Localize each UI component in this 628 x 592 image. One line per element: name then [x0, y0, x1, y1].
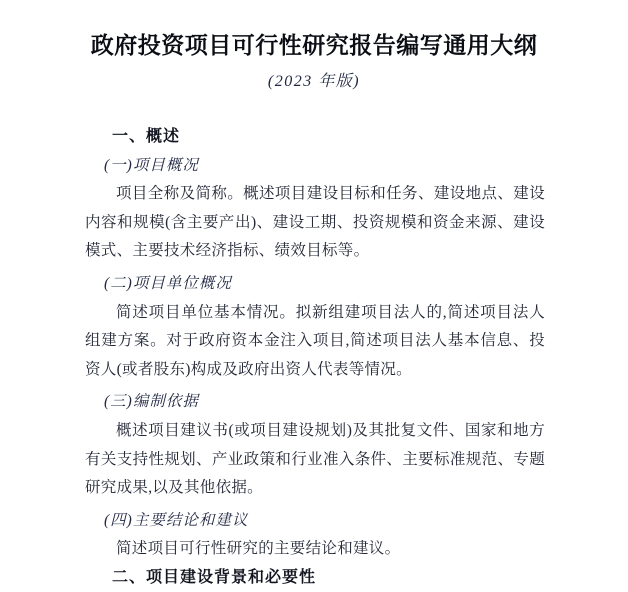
document-title: 政府投资项目可行性研究报告编写通用大纲	[90, 32, 538, 58]
section-heading-level-2: (三)编制依据	[104, 393, 199, 411]
section-heading-level-2: (一)项目概况	[104, 156, 199, 174]
body-paragraph: 概述项目建议书(或项目建设规划)及其批复文件、国家和地方有关支持性规划、产业政策和行业准入条件、主要标准规范、专题研究成果,以及其他依据。	[85, 421, 545, 497]
section-heading-level-1: 二、项目建设背景和必要性	[112, 568, 317, 586]
document-subtitle: (2023 年版)	[267, 73, 361, 90]
section-heading-level-2: (四)主要结论和建议	[104, 511, 249, 529]
body-paragraph: 简述项目单位基本情况。拟新组建项目法人的,简述项目法人组建方案。对于政府资本金注入项目,简述项目法人基本信息、投资人(或者股东)构成及政府出资人代表等情况。	[85, 303, 545, 378]
body-paragraph: 项目全称及简称。概述项目建设目标和任务、建设地点、建设内容和规模(含主要产出)、建设工期、投资规模和资金来源、建设模式、主要技术经济指标、绩效目标等。	[85, 185, 545, 260]
body-paragraph: 简述项目可行性研究的主要结论和建议。	[116, 540, 401, 558]
section-heading-level-2: (二)项目单位概况	[104, 274, 232, 292]
document-body	[85, 123, 545, 592]
section-heading-level-1: 一、概述	[112, 128, 181, 145]
